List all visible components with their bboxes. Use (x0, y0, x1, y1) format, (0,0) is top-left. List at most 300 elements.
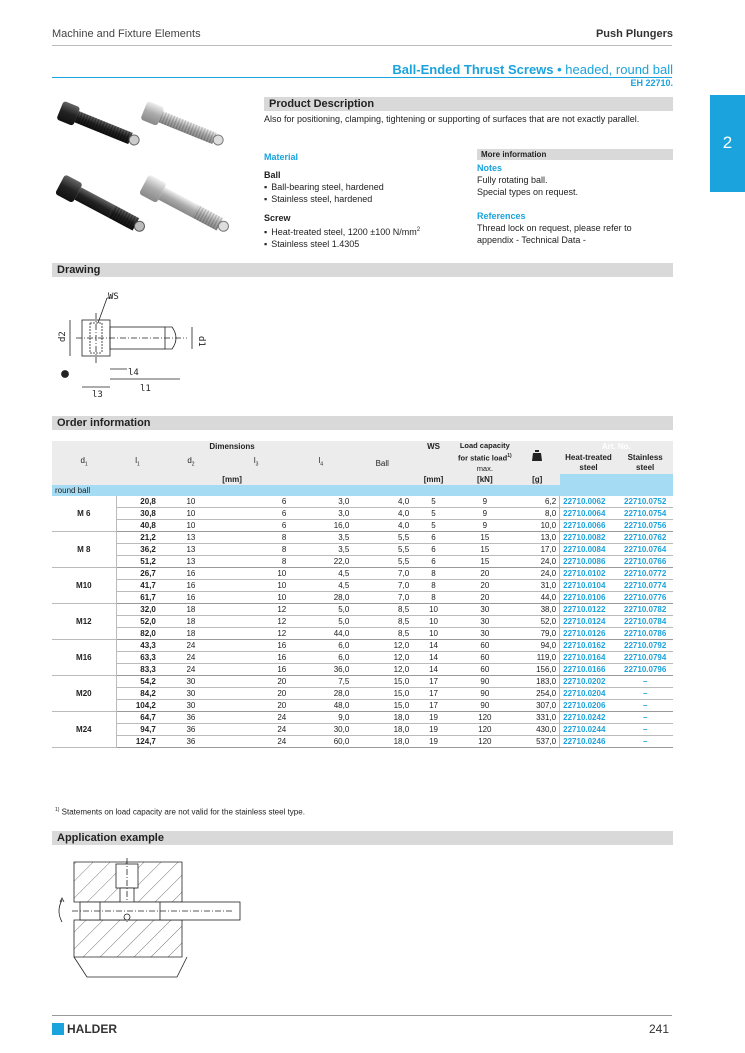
ws-cell: 14 (412, 664, 455, 676)
load-cell: 90 (455, 676, 515, 688)
l4-cell: 3,0 (289, 496, 352, 508)
screw-material-item (264, 224, 420, 238)
footer-divider (52, 1015, 672, 1016)
l3-cell: 10 (223, 580, 289, 592)
art-heat-treated-cell[interactable]: 22710.0242 (560, 712, 618, 724)
ball-cell: 4,0 (352, 496, 412, 508)
table-row (52, 736, 673, 748)
length-l1-cell: 84,2 (116, 688, 159, 700)
art-heat-treated-cell[interactable]: 22710.0064 (560, 508, 618, 520)
load-cell: 20 (455, 568, 515, 580)
unit-weight: [g] (515, 474, 560, 485)
notes-label: Notes (477, 163, 503, 173)
weight-cell: 254,0 (515, 688, 560, 700)
table-row (52, 592, 673, 604)
art-stainless-cell[interactable]: – (617, 736, 673, 748)
screw-material-text: Heat-treated steel, 1200 ±100 N/mm (271, 227, 417, 237)
load-cell: 60 (455, 640, 515, 652)
load-cell: 90 (455, 688, 515, 700)
load-cell: 60 (455, 664, 515, 676)
l3-cell: 6 (223, 496, 289, 508)
length-l1-cell: 124,7 (116, 736, 159, 748)
weight-cell: 24,0 (515, 568, 560, 580)
art-stainless-cell[interactable]: – (617, 700, 673, 712)
art-heat-treated-cell[interactable]: 22710.0066 (560, 520, 618, 532)
col-d2-sub: 2 (191, 461, 195, 468)
load-cell: 20 (455, 592, 515, 604)
label-d1: d1 (196, 336, 206, 347)
l3-cell: 16 (223, 640, 289, 652)
ws-cell: 17 (412, 700, 455, 712)
halder-logo-mark (52, 1023, 64, 1035)
title-bold: Ball-Ended Thrust Screws (392, 62, 554, 77)
ball-cell: 18,0 (352, 724, 412, 736)
table-row (52, 616, 673, 628)
table-row (52, 568, 673, 580)
load-cell: 9 (455, 508, 515, 520)
art-heat-treated-cell[interactable]: 22710.0162 (560, 640, 618, 652)
art-heat-treated-cell[interactable]: 22710.0246 (560, 736, 618, 748)
art-stainless-cell[interactable]: 22710.0764 (617, 544, 673, 556)
art-stainless-cell[interactable]: – (617, 676, 673, 688)
application-drawing (52, 852, 242, 982)
l4-cell: 44,0 (289, 628, 352, 640)
col-l1-sub: 1 (137, 461, 140, 468)
art-stainless-cell[interactable]: – (617, 688, 673, 700)
ball-material-list (264, 181, 384, 205)
table-row (52, 496, 673, 508)
d2-cell: 24 (159, 652, 223, 664)
ws-cell: 6 (412, 532, 455, 544)
ws-cell: 6 (412, 544, 455, 556)
d2-cell: 30 (159, 676, 223, 688)
l4-cell: 60,0 (289, 736, 352, 748)
order-table-body (52, 485, 673, 748)
table-row (52, 532, 673, 544)
l4-cell: 5,0 (289, 616, 352, 628)
length-l1-cell: 54,2 (116, 676, 159, 688)
d2-cell: 16 (159, 568, 223, 580)
col-l1-text: l (135, 456, 137, 466)
art-heat-treated-cell[interactable]: 22710.0206 (560, 700, 618, 712)
l4-cell: 9,0 (289, 712, 352, 724)
ws-cell: 6 (412, 556, 455, 568)
l4-cell: 22,0 (289, 556, 352, 568)
order-table (52, 441, 673, 748)
thread-size-cell: M10 (52, 568, 116, 604)
thread-size-cell: M12 (52, 604, 116, 640)
label-d2: d2 (58, 331, 68, 342)
col-l4 (289, 453, 352, 474)
table-row (52, 676, 673, 688)
d2-cell: 24 (159, 640, 223, 652)
page-title (392, 62, 673, 77)
art-heat-treated-cell[interactable]: 22710.0104 (560, 580, 618, 592)
art-stainless-cell[interactable]: 22710.0756 (617, 520, 673, 532)
weight-cell: 307,0 (515, 700, 560, 712)
load-cell: 60 (455, 652, 515, 664)
ws-cell: 8 (412, 580, 455, 592)
load-cell: 15 (455, 532, 515, 544)
length-l1-cell: 32,0 (116, 604, 159, 616)
l3-cell: 16 (223, 652, 289, 664)
l4-cell: 30,0 (289, 724, 352, 736)
col-ws-spacer (412, 453, 455, 474)
l3-cell: 24 (223, 712, 289, 724)
table-row (52, 700, 673, 712)
chapter-tab-number: 2 (722, 133, 733, 152)
thread-size-cell: M16 (52, 640, 116, 676)
thread-size-cell: M 6 (52, 496, 116, 532)
art-stainless-cell[interactable]: 22710.0796 (617, 664, 673, 676)
weight-cell: 537,0 (515, 736, 560, 748)
weight-cell: 13,0 (515, 532, 560, 544)
l4-cell: 3,5 (289, 532, 352, 544)
references-text: Thread lock on request, please refer to appendix - Technical Data - (477, 223, 632, 245)
art-stainless-cell[interactable]: 22710.0754 (617, 508, 673, 520)
ball-cell: 7,0 (352, 580, 412, 592)
table-row (52, 664, 673, 676)
table-row (52, 520, 673, 532)
load-max: max. (476, 463, 493, 473)
l3-cell: 20 (223, 700, 289, 712)
ball-cell: 4,0 (352, 520, 412, 532)
ws-cell: 8 (412, 592, 455, 604)
ball-cell: 8,5 (352, 616, 412, 628)
ball-cell: 5,5 (352, 532, 412, 544)
screw-material-item: ▪ Stainless steel 1.4305 (264, 238, 420, 250)
length-l1-cell: 61,7 (116, 592, 159, 604)
length-l1-cell: 40,8 (116, 520, 159, 532)
ws-cell: 8 (412, 568, 455, 580)
art-heat-treated-cell[interactable]: 22710.0082 (560, 532, 618, 544)
l4-cell: 4,5 (289, 568, 352, 580)
ws-cell: 5 (412, 508, 455, 520)
art-heat-treated-cell[interactable]: 22710.0126 (560, 628, 618, 640)
weight-cell: 79,0 (515, 628, 560, 640)
d2-cell: 13 (159, 532, 223, 544)
category-round-ball: round ball (52, 485, 673, 496)
l4-cell: 28,0 (289, 592, 352, 604)
weight-cell: 94,0 (515, 640, 560, 652)
title-separator: • (553, 62, 566, 77)
footnote-text: Statements on load capacity are not valid for the stainless steel type. (59, 807, 305, 817)
ws-cell: 10 (412, 604, 455, 616)
notes-line-1: Fully rotating ball. (477, 175, 548, 185)
length-l1-cell: 104,2 (116, 700, 159, 712)
art-stainless-cell[interactable]: 22710.0752 (617, 496, 673, 508)
header-chapter-title: Push Plungers (595, 28, 673, 40)
table-row (52, 544, 673, 556)
art-stainless-cell[interactable]: 22710.0792 (617, 640, 673, 652)
load-header-text: Load capacity for static load (458, 441, 510, 463)
col-l3-text: l (253, 456, 256, 466)
length-l1-cell: 41,7 (116, 580, 159, 592)
table-row (52, 628, 673, 640)
art-stainless-cell[interactable]: – (617, 712, 673, 724)
weight-icon (532, 450, 542, 461)
art-heat-treated-cell[interactable]: 22710.0106 (560, 592, 618, 604)
art-heat-treated-cell[interactable]: 22710.0102 (560, 568, 618, 580)
art-stainless-cell[interactable]: 22710.0794 (617, 652, 673, 664)
weight-cell: 17,0 (515, 544, 560, 556)
col-stainless: Stainless steel (617, 453, 673, 474)
ball-cell: 12,0 (352, 640, 412, 652)
d2-cell: 30 (159, 688, 223, 700)
d2-cell: 13 (159, 556, 223, 568)
col-d1-sub: 1 (84, 461, 88, 468)
l3-cell: 10 (223, 568, 289, 580)
load-cell: 90 (455, 700, 515, 712)
label-l3: l3 (92, 390, 103, 400)
d2-cell: 16 (159, 580, 223, 592)
table-row (52, 508, 673, 520)
art-no-header: Art. No. (560, 441, 673, 453)
l3-cell: 20 (223, 676, 289, 688)
d2-cell: 18 (159, 604, 223, 616)
length-l1-cell: 26,7 (116, 568, 159, 580)
length-l1-cell: 43,3 (116, 640, 159, 652)
art-stainless-cell[interactable]: 22710.0774 (617, 580, 673, 592)
art-heat-treated-cell[interactable]: 22710.0062 (560, 496, 618, 508)
weight-cell: 44,0 (515, 592, 560, 604)
ball-cell: 12,0 (352, 652, 412, 664)
col-d2-text: d (187, 456, 192, 466)
col-d1-text: d (80, 456, 85, 466)
l4-cell: 16,0 (289, 520, 352, 532)
ws-cell: 17 (412, 688, 455, 700)
weight-cell: 52,0 (515, 616, 560, 628)
d2-cell: 13 (159, 544, 223, 556)
length-l1-cell: 51,2 (116, 556, 159, 568)
l3-cell: 24 (223, 724, 289, 736)
title-divider (52, 77, 672, 78)
label-l1: l1 (140, 384, 151, 394)
l3-cell: 6 (223, 520, 289, 532)
art-stainless-cell[interactable]: 22710.0776 (617, 592, 673, 604)
load-cell: 120 (455, 712, 515, 724)
d2-cell: 36 (159, 736, 223, 748)
d2-cell: 10 (159, 508, 223, 520)
l4-cell: 3,0 (289, 508, 352, 520)
load-cell: 120 (455, 736, 515, 748)
col-d2 (159, 453, 223, 474)
length-l1-cell: 52,0 (116, 616, 159, 628)
ws-header: WS (412, 441, 455, 453)
weight-cell: 38,0 (515, 604, 560, 616)
ball-cell: 18,0 (352, 712, 412, 724)
material-label: Material (264, 152, 299, 162)
product-description-heading: Product Description (264, 97, 673, 111)
screw-material-sup: 2 (416, 227, 421, 233)
art-heat-treated-cell[interactable]: 22710.0244 (560, 724, 618, 736)
l4-cell: 6,0 (289, 652, 352, 664)
ws-cell: 19 (412, 712, 455, 724)
ball-cell: 8,5 (352, 604, 412, 616)
ball-cell: 7,0 (352, 568, 412, 580)
table-row (52, 556, 673, 568)
ball-cell: 7,0 (352, 592, 412, 604)
length-l1-cell: 21,2 (116, 532, 159, 544)
length-l1-cell: 83,3 (116, 664, 159, 676)
length-l1-cell: 82,0 (116, 628, 159, 640)
technical-drawing (52, 283, 222, 403)
col-heat-treated: Heat-treated steel (560, 453, 618, 474)
unit-art-spacer (560, 474, 673, 485)
weight-header (515, 441, 560, 474)
l4-cell: 3,5 (289, 544, 352, 556)
l3-cell: 24 (223, 736, 289, 748)
ws-cell: 14 (412, 652, 455, 664)
halder-logo-text: HALDER (67, 1022, 117, 1036)
l4-cell: 36,0 (289, 664, 352, 676)
length-l1-cell: 63,3 (116, 652, 159, 664)
art-heat-treated-cell[interactable]: 22710.0122 (560, 604, 618, 616)
drawing-heading: Drawing (52, 263, 673, 277)
length-l1-cell: 20,8 (116, 496, 159, 508)
l3-cell: 8 (223, 556, 289, 568)
art-heat-treated-cell[interactable]: 22710.0084 (560, 544, 618, 556)
table-row (52, 688, 673, 700)
ws-cell: 17 (412, 676, 455, 688)
d2-cell: 16 (159, 592, 223, 604)
order-information-heading: Order information (52, 416, 673, 430)
load-cell: 30 (455, 628, 515, 640)
ball-cell: 8,5 (352, 628, 412, 640)
d2-cell: 30 (159, 700, 223, 712)
l3-cell: 16 (223, 664, 289, 676)
ws-cell: 19 (412, 724, 455, 736)
art-heat-treated-cell[interactable]: 22710.0166 (560, 664, 618, 676)
l3-cell: 12 (223, 604, 289, 616)
length-l1-cell: 64,7 (116, 712, 159, 724)
table-row (52, 640, 673, 652)
art-heat-treated-cell[interactable]: 22710.0204 (560, 688, 618, 700)
label-ws: WS (108, 292, 119, 302)
ball-cell: 15,0 (352, 676, 412, 688)
load-cell: 9 (455, 496, 515, 508)
screw-label: Screw (264, 213, 291, 223)
art-stainless-cell[interactable]: 22710.0782 (617, 604, 673, 616)
l4-cell: 6,0 (289, 640, 352, 652)
title-light: headed, round ball (565, 62, 673, 77)
length-l1-cell: 30,8 (116, 508, 159, 520)
weight-cell: 156,0 (515, 664, 560, 676)
art-heat-treated-cell[interactable]: 22710.0202 (560, 676, 618, 688)
page-number: 241 (648, 1022, 669, 1036)
col-d1 (52, 453, 116, 474)
ball-cell: 4,0 (352, 508, 412, 520)
art-heat-treated-cell[interactable]: 22710.0164 (560, 652, 618, 664)
chapter-tab[interactable] (710, 95, 745, 192)
dimensions-header: Dimensions (52, 441, 412, 453)
art-stainless-cell[interactable]: 22710.0786 (617, 628, 673, 640)
ws-cell: 14 (412, 640, 455, 652)
art-heat-treated-cell[interactable]: 22710.0086 (560, 556, 618, 568)
load-cell: 120 (455, 724, 515, 736)
l4-cell: 4,5 (289, 580, 352, 592)
unit-dimensions: [mm] (52, 474, 412, 485)
ball-cell: 5,5 (352, 544, 412, 556)
ball-cell: 5,5 (352, 556, 412, 568)
weight-cell: 430,0 (515, 724, 560, 736)
weight-cell: 24,0 (515, 556, 560, 568)
weight-cell: 10,0 (515, 520, 560, 532)
weight-cell: 331,0 (515, 712, 560, 724)
art-stainless-cell[interactable]: 22710.0784 (617, 616, 673, 628)
footnote-sup: 1) (55, 807, 60, 813)
l3-cell: 20 (223, 688, 289, 700)
l3-cell: 12 (223, 616, 289, 628)
load-cell: 9 (455, 520, 515, 532)
art-stainless-cell[interactable]: 22710.0766 (617, 556, 673, 568)
l4-cell: 7,5 (289, 676, 352, 688)
col-l1 (116, 453, 159, 474)
load-cell: 15 (455, 556, 515, 568)
col-l3-sub: 3 (255, 461, 259, 468)
l3-cell: 12 (223, 628, 289, 640)
thread-size-cell: M 8 (52, 532, 116, 568)
art-stainless-cell[interactable]: 22710.0772 (617, 568, 673, 580)
length-l1-cell: 36,2 (116, 544, 159, 556)
l3-cell: 8 (223, 544, 289, 556)
load-cell: 30 (455, 604, 515, 616)
l4-cell: 48,0 (289, 700, 352, 712)
table-row (52, 712, 673, 724)
unit-load: [kN] (455, 474, 515, 485)
weight-cell: 183,0 (515, 676, 560, 688)
table-row (52, 604, 673, 616)
art-heat-treated-cell[interactable]: 22710.0124 (560, 616, 618, 628)
thread-size-cell: M24 (52, 712, 116, 748)
d2-cell: 18 (159, 616, 223, 628)
l3-cell: 10 (223, 592, 289, 604)
load-header (455, 441, 515, 474)
d2-cell: 18 (159, 628, 223, 640)
weight-cell: 119,0 (515, 652, 560, 664)
load-cell: 15 (455, 544, 515, 556)
ws-cell: 19 (412, 736, 455, 748)
ball-material-item: ▪ Stainless steel, hardened (264, 193, 384, 205)
ws-cell: 10 (412, 628, 455, 640)
table-row (52, 580, 673, 592)
references-label: References (477, 211, 526, 221)
footnote (55, 807, 305, 817)
art-stainless-cell[interactable]: – (617, 724, 673, 736)
l3-cell: 8 (223, 532, 289, 544)
ws-cell: 5 (412, 520, 455, 532)
ball-label: Ball (264, 170, 281, 180)
header-divider (52, 45, 672, 46)
ws-cell: 10 (412, 616, 455, 628)
ball-cell: 12,0 (352, 664, 412, 676)
col-ball: Ball (352, 453, 412, 474)
header-section-title: Machine and Fixture Elements (52, 28, 201, 40)
weight-cell: 6,2 (515, 496, 560, 508)
application-example-heading: Application example (52, 831, 673, 845)
d2-cell: 10 (159, 496, 223, 508)
art-stainless-cell[interactable]: 22710.0762 (617, 532, 673, 544)
l3-cell: 6 (223, 508, 289, 520)
thread-size-cell: M20 (52, 676, 116, 712)
d2-cell: 10 (159, 520, 223, 532)
notes-line-2: Special types on request. (477, 187, 579, 197)
screw-material-list (264, 224, 420, 250)
d2-cell: 36 (159, 724, 223, 736)
col-l4-text: l (318, 456, 321, 466)
l4-cell: 5,0 (289, 604, 352, 616)
unit-ws: [mm] (412, 474, 455, 485)
